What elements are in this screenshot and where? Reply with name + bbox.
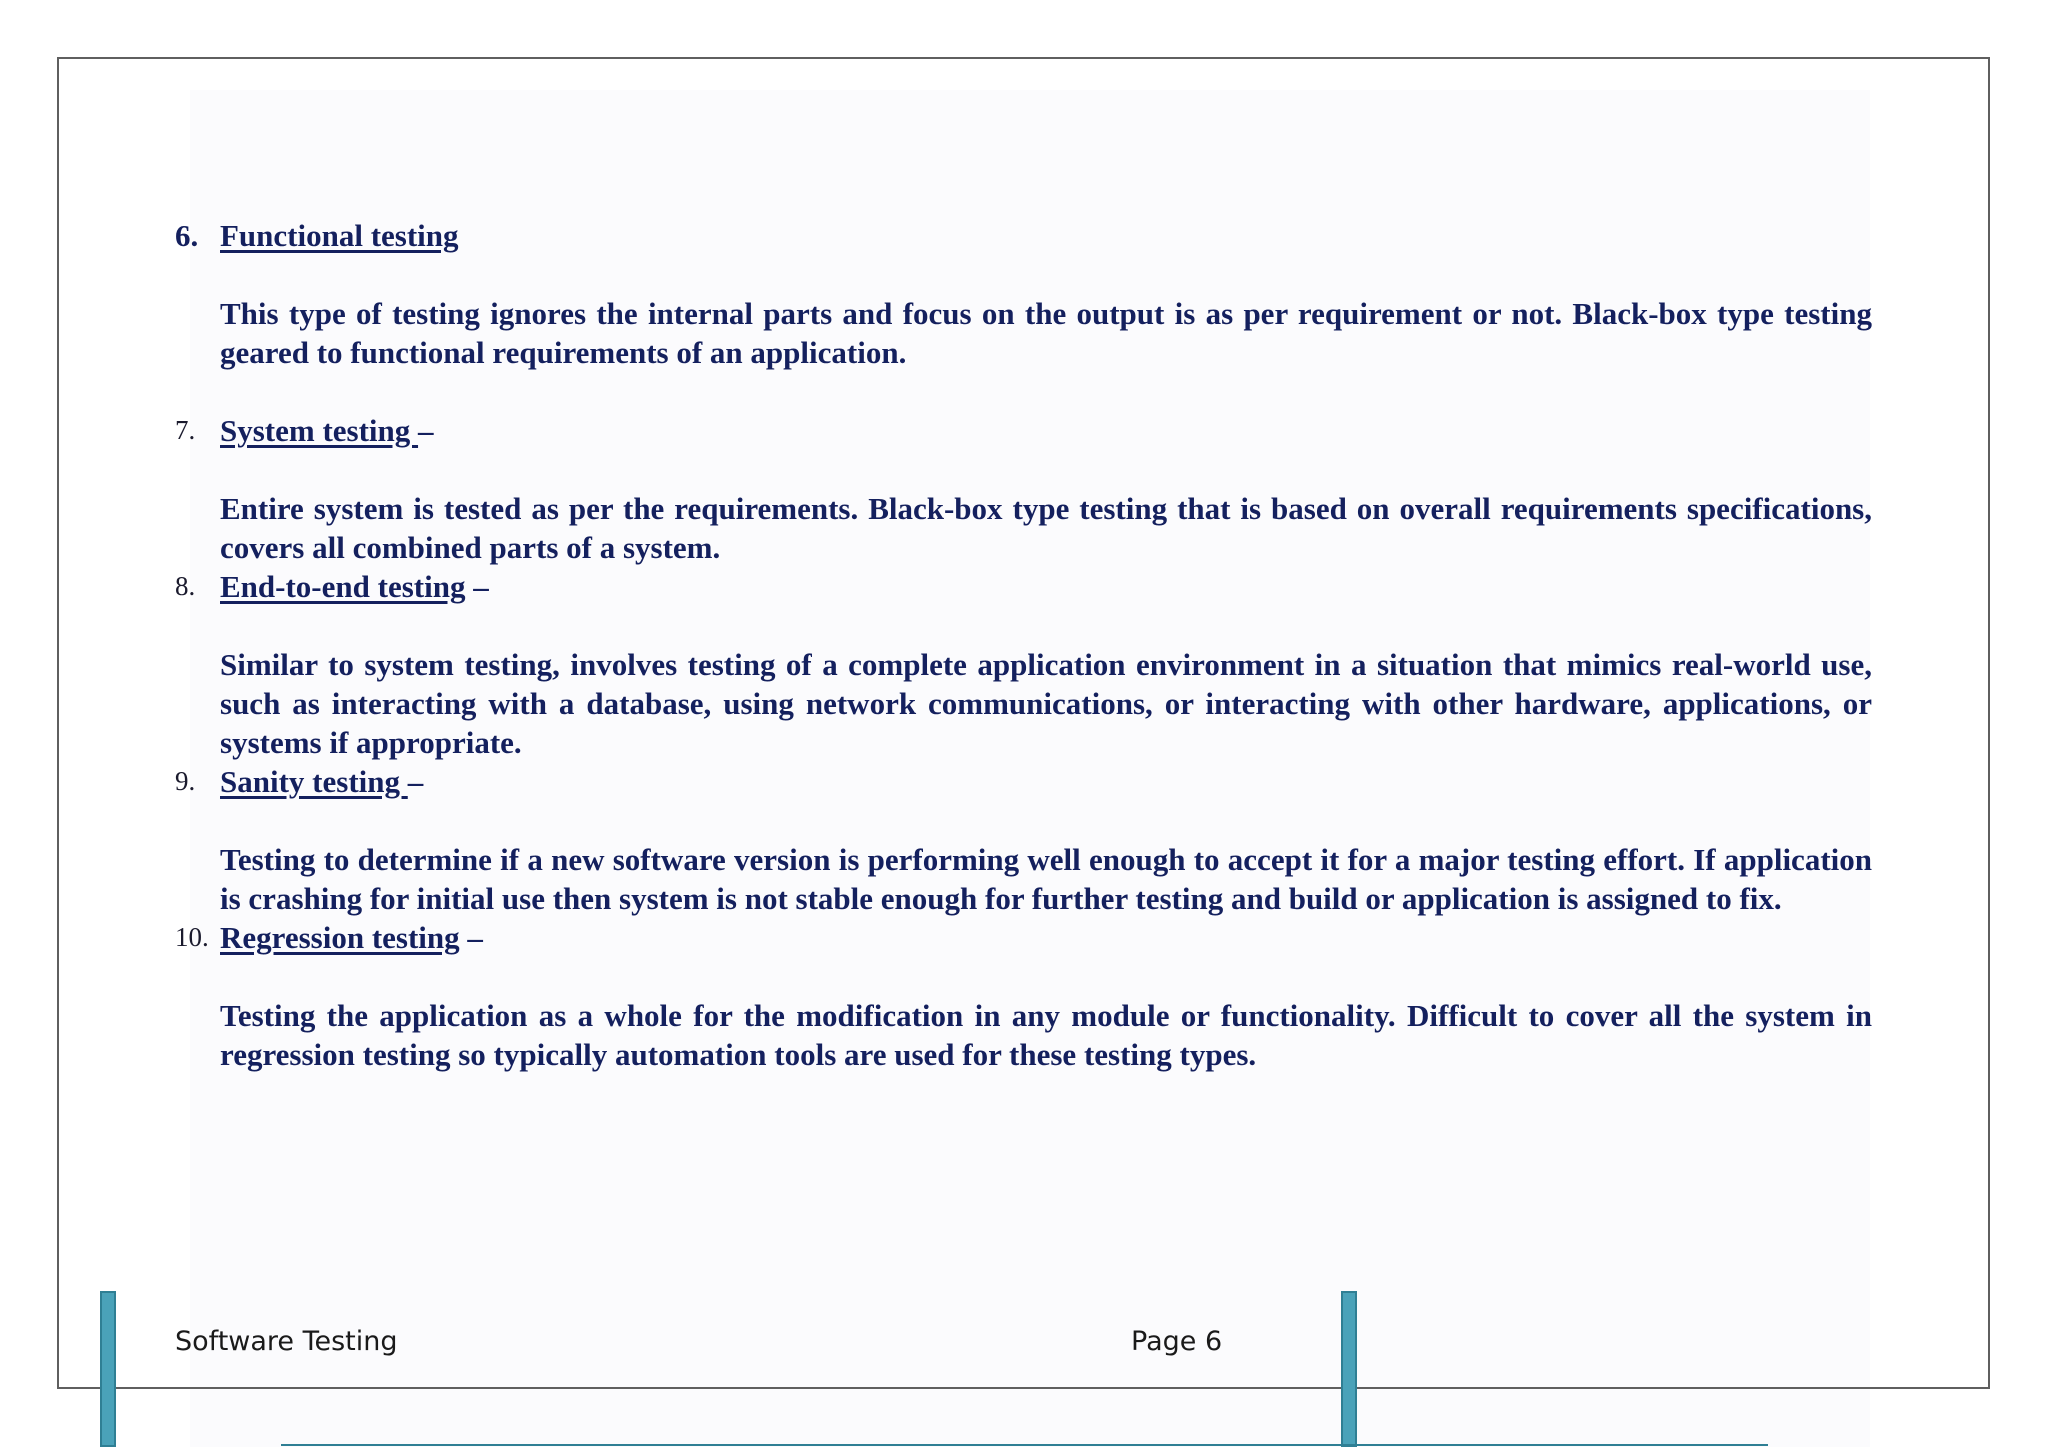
- footer-document-title: Software Testing: [175, 1326, 398, 1357]
- item-heading: [175, 762, 1872, 801]
- list-item: [175, 411, 1872, 567]
- item-paragraph: This type of testing ignores the internal parts and focus on the output is as per requirement or not. Black-box type testing geared to functional requirements of an application.: [220, 296, 1872, 370]
- item-heading: [175, 411, 1872, 450]
- item-paragraph: Testing the application as a whole for the modification in any module or functionality. Difficult to cover all the system in regression testing so typically automation tools are used for these testing types.: [220, 998, 1872, 1072]
- footer-accent-bar-right: [1341, 1291, 1357, 1447]
- item-heading: [175, 216, 1872, 255]
- item-dash: –: [465, 569, 489, 604]
- list-item: [175, 918, 1872, 1074]
- item-number: 9.: [175, 766, 196, 796]
- list-item: [175, 216, 1872, 411]
- footer-rule: [281, 1444, 1768, 1446]
- item-dash: –: [459, 920, 483, 955]
- item-paragraph: Testing to determine if a new software version is performing well enough to accept it for a major testing effort. If application is crashing for initial use then system is not stable enough for further testing and build or application is assigned to fix.: [220, 842, 1872, 916]
- item-title: Regression testing: [220, 920, 460, 955]
- item-number: 6.: [175, 218, 199, 253]
- item-dash: –: [418, 413, 434, 448]
- list-item: [175, 762, 1872, 918]
- item-title: End-to-end testing: [220, 569, 466, 604]
- item-title: System testing: [220, 413, 419, 448]
- item-number: 10.: [175, 922, 209, 952]
- item-title: Sanity testing: [220, 764, 408, 799]
- item-heading: [175, 918, 1872, 957]
- item-title: Functional testing: [220, 218, 459, 253]
- item-paragraph: Entire system is tested as per the requirements. Black-box type testing that is based on overall requirements specifications, covers all combined parts of a system.: [220, 491, 1872, 565]
- item-number: 8.: [175, 571, 196, 601]
- footer-page-number: Page 6: [1131, 1326, 1223, 1357]
- footer-accent-bar-left: [100, 1291, 116, 1447]
- item-dash: –: [407, 764, 424, 799]
- item-paragraph: Similar to system testing, involves testing of a complete application environment in a situation that mimics real-world use, such as interacting with a database, using network communications, or interacting with other hardware, applications, or systems if appropriate.: [220, 647, 1872, 760]
- item-heading: [175, 567, 1872, 606]
- document-body: [175, 216, 1872, 1074]
- list-item: [175, 567, 1872, 762]
- item-number: 7.: [175, 415, 196, 445]
